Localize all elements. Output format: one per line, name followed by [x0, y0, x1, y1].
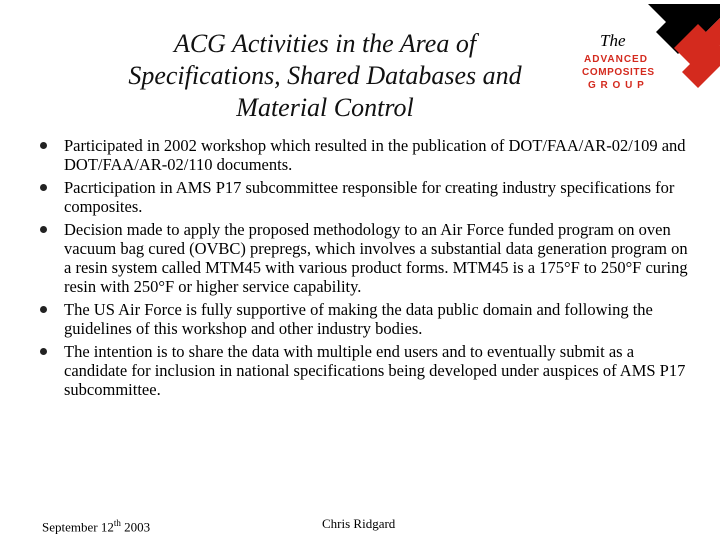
bullet-item	[40, 220, 690, 296]
bullet-list	[40, 136, 690, 403]
logo-text-the: The	[600, 31, 626, 50]
footer-date-suffix: th	[113, 518, 121, 528]
bullet-item	[40, 136, 690, 174]
logo-text-group: G R O U P	[588, 80, 645, 91]
bullet-text: The US Air Force is fully supportive of making the data public domain and following the guidelines of this workshop and other industry bodies.	[64, 300, 653, 338]
title-line-1: ACG Activities in the Area of	[173, 29, 477, 58]
bullet-text: Pacrticipation in AMS P17 subcommittee responsible for creating industry specifications for composites.	[64, 178, 675, 216]
bullet-item	[40, 342, 690, 399]
footer-date-prefix: September 12	[42, 519, 114, 535]
bullet-text: Participated in 2002 workshop which resulted in the publication of DOT/FAA/AR-02/109 and DOT/FAA/AR-02/110 documents.	[64, 136, 686, 174]
bullet-dot-icon	[40, 306, 47, 313]
bullet-dot-icon	[40, 226, 47, 233]
bullet-text: Decision made to apply the proposed methodology to an Air Force funded program on oven vacuum bag cured (OVBC) prepregs, which involves a substantial data generation program on a resin system called MTM45 with various product forms. MTM45 is a 175°F to 250°F curing resin with 250°F or higher service capability.	[64, 220, 688, 296]
logo-text-advanced: ADVANCED	[584, 54, 648, 65]
title-line-2: Specifications, Shared Databases and	[128, 61, 522, 90]
bullet-text: The intention is to share the data with multiple end users and to eventually submit as a candidate for inclusion in national specifications being developed under auspices of AMS P17 subcommittee.	[64, 342, 686, 399]
acg-logo	[578, 4, 720, 96]
footer-date	[42, 518, 150, 535]
title-line-3: Material Control	[236, 93, 414, 122]
slide-title	[95, 28, 555, 124]
bullet-dot-icon	[40, 348, 47, 355]
bullet-dot-icon	[40, 184, 47, 191]
footer-author: Chris Ridgard	[322, 516, 396, 531]
footer-date-year: 2003	[120, 519, 151, 535]
logo-text-composites: COMPOSITES	[582, 67, 655, 78]
bullet-dot-icon	[40, 142, 47, 149]
bullet-item	[40, 300, 690, 338]
bullet-item	[40, 178, 690, 216]
